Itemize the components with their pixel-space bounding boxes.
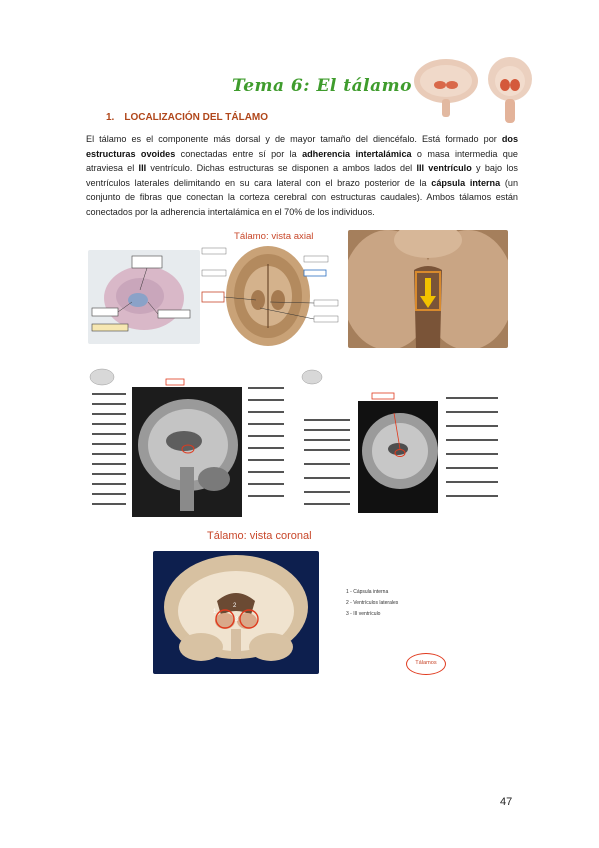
legend-item: 3 - III ventrículo xyxy=(346,611,381,617)
brain-illustration-frontal xyxy=(486,55,534,125)
text-run: (un conjunto de fibras que conectan la corteza cerebral con estructuras caudales). Ambos tálamos están conectados por la adherencia intertalámica en el 70% de los individuos. xyxy=(86,177,519,217)
legend-item: 2 - Ventrículos laterales xyxy=(346,600,399,606)
text-run: y bajo los ventrículos laterales delimitando en su cara lateral con el brazo posterior de la xyxy=(86,163,518,188)
bold-run: III xyxy=(138,163,147,174)
svg-text:2: 2 xyxy=(233,603,237,609)
section-number: 1. xyxy=(106,112,115,123)
dissection-photo xyxy=(348,230,508,348)
brain-schematic-diagram xyxy=(88,250,200,344)
bold-run: cápsula interna xyxy=(431,177,501,188)
text-run: ventrículo. Dichas estructuras se disponen a ambos lados del xyxy=(146,163,417,174)
svg-text:3: 3 xyxy=(235,617,239,623)
axial-caption: Tálamo: vista axial xyxy=(234,231,314,242)
sagittal-mri-labeled xyxy=(88,367,288,517)
body-paragraph xyxy=(86,132,518,220)
coronal-caption: Tálamo: vista coronal xyxy=(207,530,312,542)
section-title: LOCALIZACIÓN DEL TÁLAMO xyxy=(124,112,269,123)
page-title: Tema 6: El tálamo xyxy=(232,76,412,96)
coronal-legend xyxy=(346,587,446,620)
sagittal-mri-right xyxy=(300,367,512,517)
svg-text:1: 1 xyxy=(213,609,217,615)
coronal-brain-image xyxy=(153,551,319,674)
bold-run: III ventrículo xyxy=(416,163,472,174)
legend-item: 1 - Cápsula interna xyxy=(346,589,389,595)
axial-brain-image xyxy=(200,244,340,348)
page-number: 47 xyxy=(500,796,513,808)
section-heading xyxy=(106,112,268,123)
text-run: o masa intermedia que atraviesa el xyxy=(86,148,518,174)
bold-run: dos estructuras ovoides xyxy=(86,134,518,159)
text-run: El tálamo es el componente más dorsal y de mayor tamaño del diencéfalo. Está formado por xyxy=(86,134,502,144)
text-run: conectadas entre sí por la xyxy=(175,148,303,159)
brain-illustration-top xyxy=(412,55,480,119)
talamos-callout xyxy=(406,653,446,675)
bold-run: adherencia intertalámica xyxy=(302,148,412,159)
talamos-label: Tálamos xyxy=(415,660,437,666)
